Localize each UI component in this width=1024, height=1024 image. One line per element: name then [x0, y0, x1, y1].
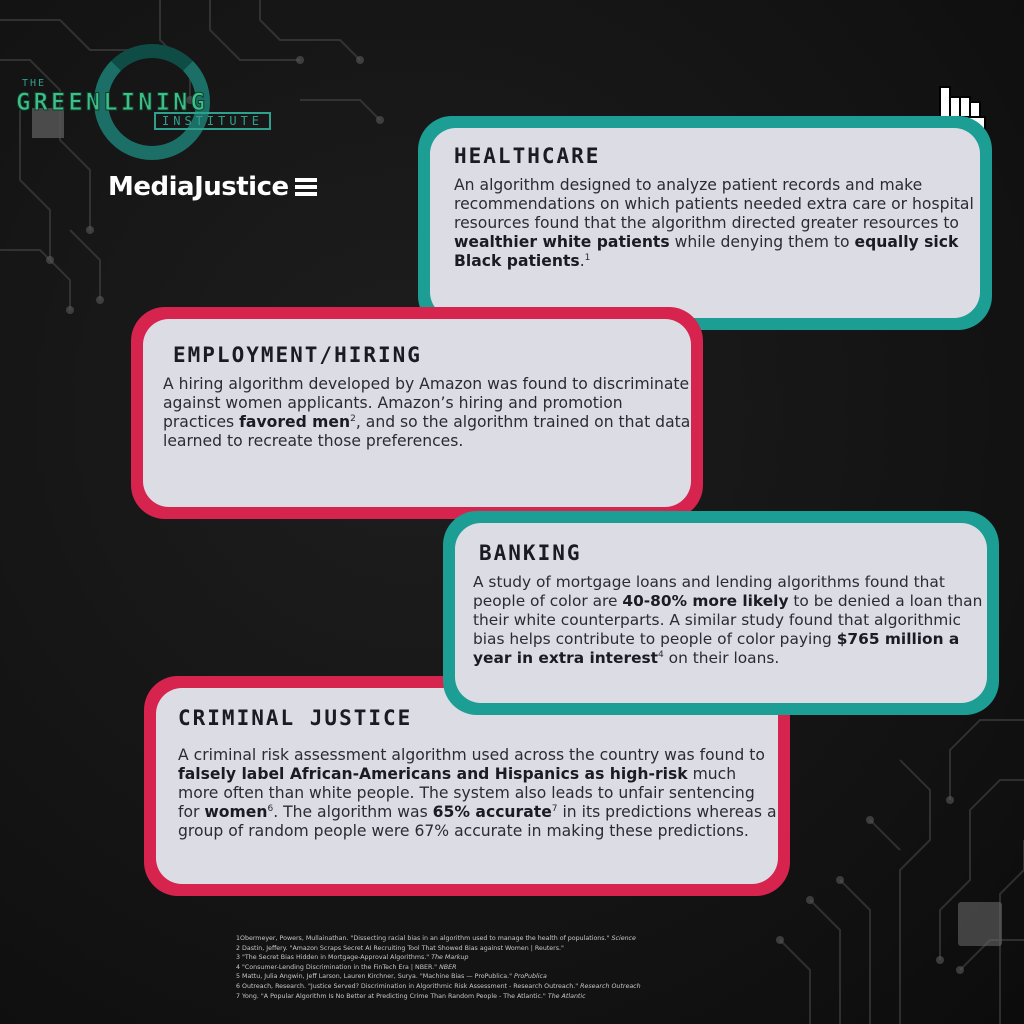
mediajustice-bars-icon	[295, 178, 317, 196]
footnote-ref: 6	[267, 803, 274, 814]
footnotes	[236, 934, 641, 1001]
employment-card	[131, 307, 703, 519]
footnote-2: 2 Dastin, Jeffery. "Amazon Scraps Secret AI Recruiting Tool That Showed Bias against Women | Reuters."	[236, 944, 564, 952]
footnote-6: 6 Outreach, Research. "Justice Served? Discrimination in Algorithmic Risk Assessment - Research Outreach." Research Outreach	[236, 982, 641, 990]
criminal-justice-text: A criminal risk assessment algorithm used across the country was found to falsely label African-Americans and Hispanics as high-risk much more often than white people. The system also leads to unfair sentencing for women$^6$. The algorithm was 65% accurate$^7$ in its predictions whereas a group of random people were 67% accurate in making these predictions.	[178, 746, 777, 840]
logo-institute: INSTITUTE	[154, 112, 271, 130]
healthcare-heading: HEALTHCARE	[454, 144, 601, 168]
banking-card-body	[455, 523, 987, 703]
footnote-4: 4 "Consumer-Lending Discrimination in the FinTech Era | NBER." NBER	[236, 963, 457, 971]
footnote-ref: 2	[350, 413, 356, 424]
employment-card-body	[143, 319, 691, 507]
footnote-1: 1Obermeyer, Powers, Mullainathan. "Dissecting racial bias in an algorithm used to manage the health of populations." Science	[236, 935, 636, 942]
healthcare-card	[418, 116, 992, 330]
footnote-3: 3 "The Secret Bias Hidden in Mortgage-Approval Algorithms." The Markup	[236, 954, 469, 962]
footnote-ref: 7	[551, 803, 558, 814]
mediajustice-logo	[108, 172, 317, 202]
footnote-5: 5 Mattu, Julia Angwin, Jeff Larson, Lauren Kirchner, Surya. "Machine Bias — ProPublica." ProPublica	[236, 973, 547, 981]
banking-card	[443, 511, 999, 715]
footnote-ref: 4	[658, 649, 664, 660]
mediajustice-wordmark: MediaJustice	[108, 172, 289, 202]
banking-text: A study of mortgage loans and lending algorithms found that people of color are 40-80% more likely to be denied a loan than their white counterparts. A similar study found that algorithmic bias helps contribute to people of color paying $765 million a year in extra interest$^4$ on their loans.	[473, 573, 983, 667]
healthcare-card-body	[430, 128, 980, 318]
footnote-ref: 1	[584, 252, 591, 263]
healthcare-text: An algorithm designed to analyze patient records and make recommendations on which patients needed extra care or hospital resources found that the algorithm directed greater resources to wealthier white patients while denying them to equally sick Black patients.$^1$	[454, 176, 974, 270]
criminal-justice-heading: CRIMINAL JUSTICE	[178, 706, 413, 730]
footnote-7: 7 Yong. "A Popular Algorithm Is No Better at Predicting Crime Than Random People - The Atlantic." The Atlantic	[236, 992, 586, 1000]
greenlining-institute-logo	[14, 40, 284, 170]
logo-the: THE	[22, 78, 47, 89]
employment-text: A hiring algorithm developed by Amazon was found to discriminate against women applicants. Amazon’s hiring and promotion practices favored men$^2$, and so the algorithm trained on that data learned to recreate those preferences.	[163, 375, 691, 450]
criminal-justice-card-body	[156, 688, 778, 884]
employment-heading: EMPLOYMENT/HIRING	[173, 343, 422, 367]
logo-greenlining: GREENLINING	[16, 88, 208, 116]
banking-heading: BANKING	[479, 541, 582, 565]
